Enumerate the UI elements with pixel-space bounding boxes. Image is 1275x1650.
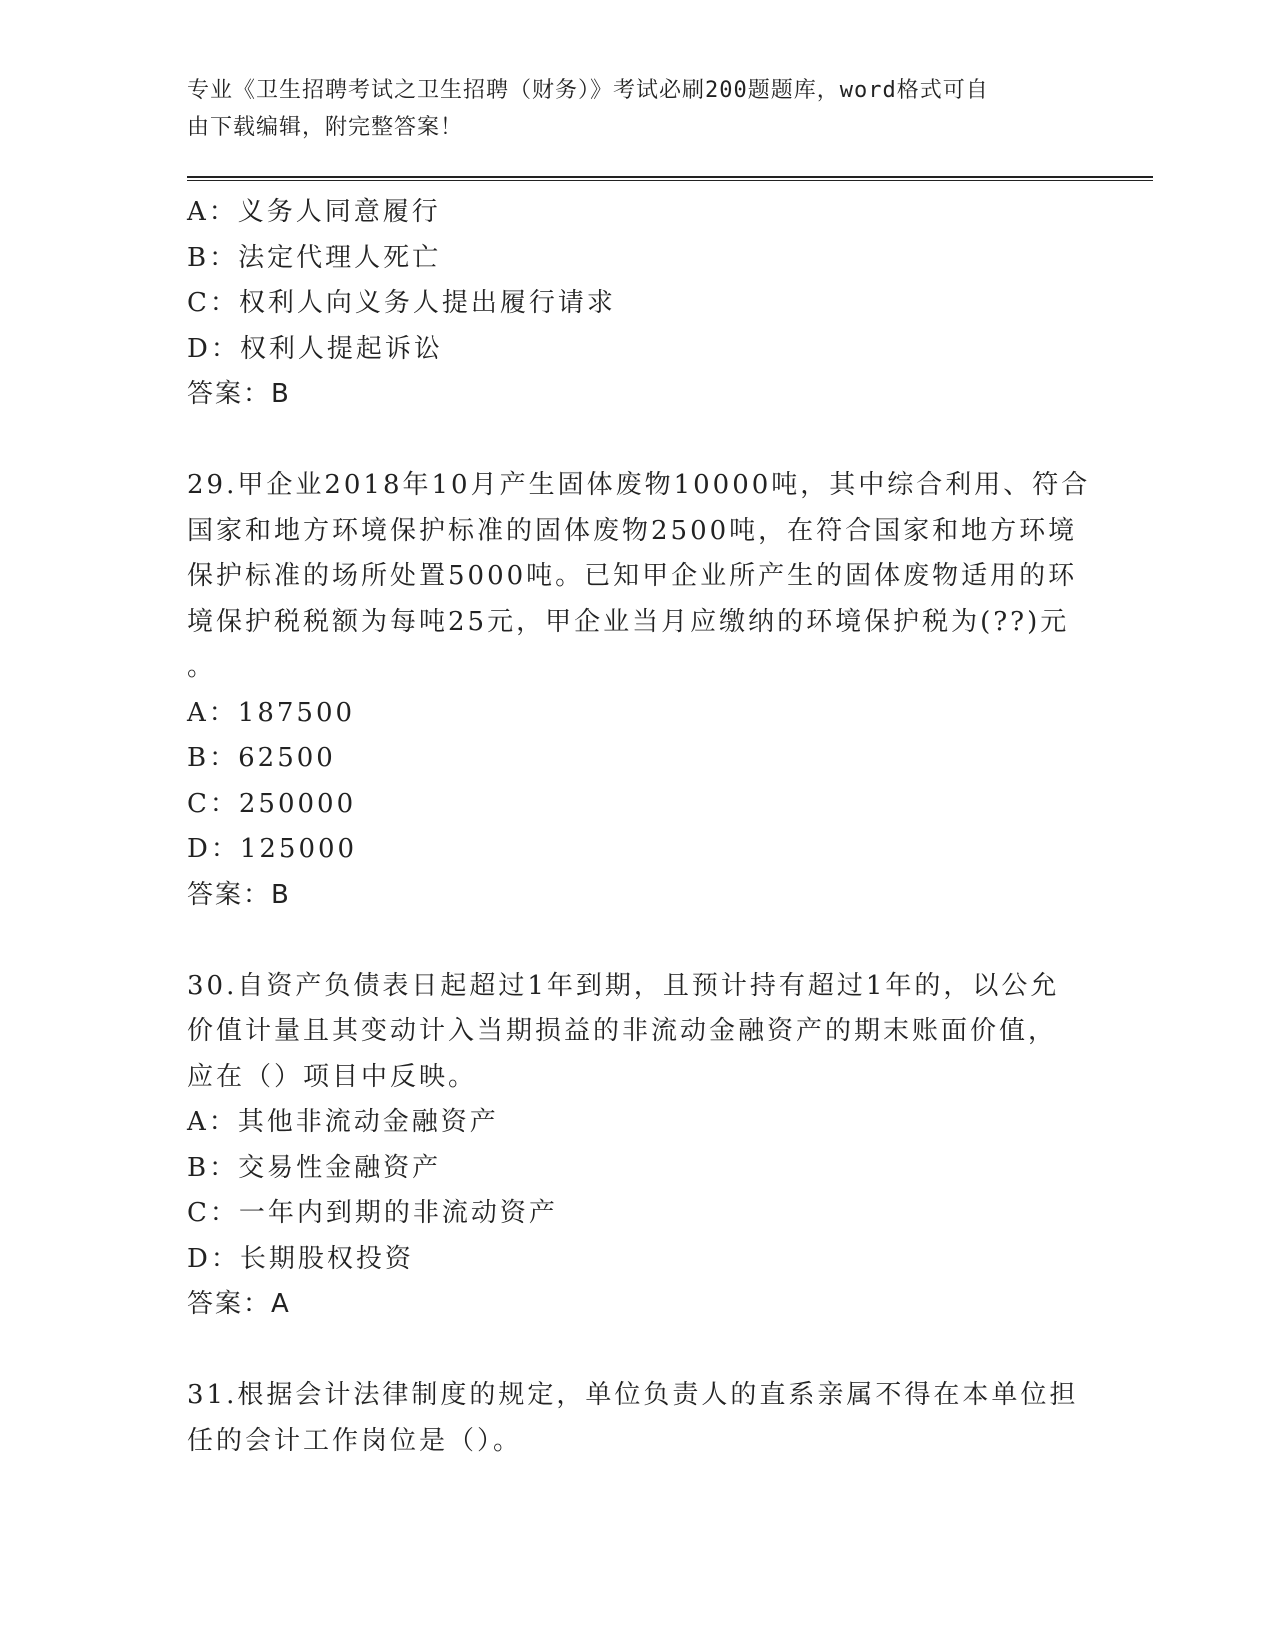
option-a: A：其他非流动金融资产 — [187, 1107, 499, 1137]
header-line-2: 由下载编辑，附完整答案！ — [187, 115, 464, 140]
question-28 — [187, 190, 1067, 418]
answer: 答案：A — [187, 1289, 291, 1319]
header-line-1: 专业《卫生招聘考试之卫生招聘（财务）》考试必刷200题题库，word格式可自 — [187, 78, 989, 103]
option-a: A：义务人同意履行 — [187, 197, 441, 227]
question-30 — [187, 964, 1067, 1328]
question-content — [187, 190, 1091, 1464]
question-29 — [187, 463, 1091, 918]
option-a: A：187500 — [187, 697, 356, 728]
question-text-line: 国家和地方环境保护标准的固体废物2500吨，在符合国家和地方环境 — [187, 515, 1078, 546]
spacer — [187, 918, 1067, 964]
question-text-line: 30.自资产负债表日起超过1年到期，且预计持有超过1年的，以公允 — [187, 970, 1060, 1001]
document-header — [187, 72, 1067, 146]
header-divider — [187, 176, 1153, 181]
question-text-line: 价值计量且其变动计入当期损益的非流动金融资产的期末账面价值， — [187, 1016, 1058, 1046]
question-text-line: 应在（）项目中反映。 — [187, 1061, 478, 1092]
option-d: D：长期股权投资 — [187, 1243, 414, 1274]
question-31 — [187, 1373, 1079, 1464]
spacer — [187, 418, 1067, 464]
question-text-line: 。 — [187, 652, 217, 682]
answer: 答案：B — [187, 379, 291, 409]
option-c: C：250000 — [187, 788, 357, 819]
question-text-line: 31.根据会计法律制度的规定，单位负责人的直系亲属不得在本单位担 — [187, 1380, 1079, 1410]
option-c: C：权利人向义务人提出履行请求 — [187, 288, 616, 318]
question-text-line: 29.甲企业2018年10月产生固体废物10000吨，其中综合利用、符合 — [187, 470, 1091, 500]
question-text-line: 保护标准的场所处置5000吨。已知甲企业所产生的固体废物适用的环 — [187, 561, 1078, 591]
option-b: B：62500 — [187, 743, 336, 773]
option-c: C：一年内到期的非流动资产 — [187, 1198, 558, 1228]
question-text-line: 境保护税税额为每吨25元，甲企业当月应缴纳的环境保护税为(??)元 — [187, 606, 1070, 637]
option-d: D：权利人提起诉讼 — [187, 333, 443, 364]
option-b: B：法定代理人死亡 — [187, 242, 442, 273]
answer: 答案：B — [187, 879, 291, 910]
spacer — [187, 1328, 1067, 1374]
option-b: B：交易性金融资产 — [187, 1152, 442, 1183]
question-text-line: 任的会计工作岗位是（）。 — [187, 1425, 523, 1456]
option-d: D：125000 — [187, 834, 358, 864]
